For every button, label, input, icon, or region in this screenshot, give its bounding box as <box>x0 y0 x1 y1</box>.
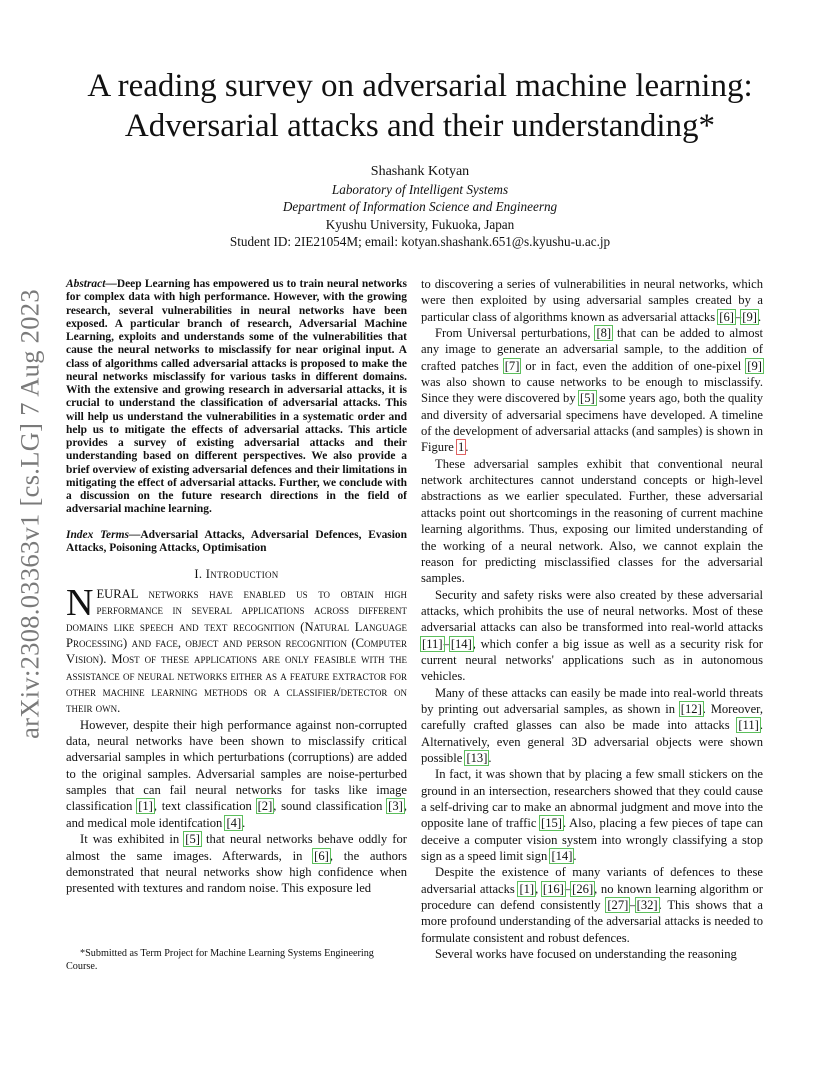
citation-link[interactable]: [9] <box>747 358 762 373</box>
citation-link[interactable]: [11] <box>738 718 759 733</box>
abstract <box>66 278 407 517</box>
author-affiliation-lab: Laboratory of Intelligent Systems <box>331 181 509 197</box>
title-line-2: Adversarial attacks and their understanding* <box>124 108 716 144</box>
right-paragraph-6: In fact, it was shown that by placing a few small stickers on the ground in an intersection, researchers showed that they could cause a self-driving car to make an abnormal judgment and move into the opposite lane of traffic [15]. Also, placing a few pieces of tape can deceive a computer vision system into wrongly classifying a stop sign as a speed limit sign [14]. <box>421 767 763 864</box>
author-name: Shashank Kotyan <box>370 164 470 179</box>
abstract-label: Abstract <box>66 278 106 290</box>
arxiv-identifier <box>8 288 52 740</box>
right-paragraph-7: Despite the existence of many variants of defences to these adversarial attacks [1], [16]–[26], no known learning algorithm or procedure can defend consistently [27]–[32]. This shows that a more profound understanding of the adversarial attacks is needed to formulate consistent and robust defences. <box>421 865 764 945</box>
index-terms-label: Index Terms <box>66 528 129 541</box>
right-paragraph-3: These adversarial samples exhibit that conventional neural network architectures cannot understand concepts or high-level abstractions as we earlier speculated. Further, these adversarial attacks point out shortcomings in the reasoning of current machine learning algorithms. Thus, exposing our limited understanding of the working of a neural network. Also, we cannot explain the reason for predicting misclassified classes for the adversarial samples. <box>421 456 763 586</box>
section-title: Introduction <box>205 567 279 581</box>
citation-link[interactable]: [4] <box>226 815 242 830</box>
arxiv-identifier-text: arXiv:2308.03363v1 [cs.LG] 7 Aug 2023 <box>14 289 45 739</box>
citation-link[interactable]: [5] <box>580 391 595 406</box>
footnote <box>66 948 407 973</box>
right-paragraph-2: From Universal perturbations, [8] that can be added to almost any image to generate an adversarial sample, to the addition of crafted patches [7] or in fact, even the addition of one-pixel [9] was also shown to cause networks to be enough to misclassify. Since they were discovered by [5] some years ago, both the quality and diversity of adversarial specimens have developed. A timeline of the development of adversarial attacks (and samples) is shown in Figure 1. <box>421 326 763 455</box>
citation-link[interactable]: [5] <box>185 832 200 847</box>
index-terms-text: —Adversarial Attacks, Adversarial Defences, Evasion Attacks, Poisoning Attacks, Optimisation <box>66 528 407 554</box>
citation-link[interactable]: [27] <box>607 898 629 913</box>
citation-link[interactable]: [11] <box>422 636 443 651</box>
right-column <box>421 276 763 962</box>
citation-link[interactable]: [26] <box>572 881 594 896</box>
citation-link[interactable]: [13] <box>466 750 488 765</box>
citation-link[interactable]: [9] <box>742 309 757 324</box>
citation-link[interactable]: [2] <box>257 799 273 814</box>
intro-paragraph-1: NEURAL networks have enabled us to obtain high performance in several applications across different domains like speech and text recognition (Natural Language Processing) and face, object and person recognition (Computer Vision). Most of these applications are only feasible with the assistance of neural networks either as a feature extractor for other machine learning methods or a classifier/detector on their own. <box>66 582 407 716</box>
left-column <box>66 278 407 897</box>
citation-link[interactable]: [8] <box>596 326 612 341</box>
paper-title <box>60 66 780 146</box>
drop-cap: N <box>66 582 94 624</box>
citation-link[interactable]: [7] <box>504 358 520 373</box>
citation-link[interactable]: [6] <box>314 848 329 863</box>
author-affiliation-univ: Kyushu University, Fukuoka, Japan <box>325 216 515 232</box>
author-block <box>100 163 740 251</box>
right-paragraph-5: Many of these attacks can easily be made into real-world threats by printing out adversarial samples, as shown in [12]. Moreover, carefully crafted glasses can also be made into attacks [11]. Alternatively, even general 3D adversarial objects were shown possible [13]. <box>421 685 763 765</box>
right-paragraph-4: Security and safety risks were also created by these adversarial attacks, which prohibits the use of neural networks. Most of these adversarial attacks can also be transformed into real-world attacks [11]–[14], which confer a big issue as well as a security risk for current neural networks' applications such as in autonomous vehicles. <box>421 587 763 684</box>
figure-reference-link[interactable]: 1 <box>458 440 465 455</box>
citation-link[interactable]: [14] <box>551 849 573 864</box>
citation-link[interactable]: [6] <box>719 309 734 324</box>
citation-link[interactable]: [12] <box>680 701 702 716</box>
right-paragraph-1: to discovering a series of vulnerabilities in neural networks, which were then exploited by using adversarial samples created by a particular class of algorithms known as adversarial attacks [6]–[9]. <box>421 277 763 324</box>
citation-link[interactable]: [32] <box>636 898 658 913</box>
abstract-text: —Deep Learning has empowered us to train neural networks for complex data with high performance. However, with the growing research, several vulnerabilities in neural networks have been exposed. A particular branch of research, Adversarial Machine Learning, exploits and understands some of the vulnerabilities that cause the neural networks to misclassify for near original input. A class of algorithms called adversarial attacks is proposed to make the neural networks misclassify for various tasks in different domains. With the extensive and growing research in adversarial attacks, it is crucial to understand the classification of adversarial attacks. This will help us understand the vulnerabilities in a systematic order and help us to mitigate the effects of adversarial attacks. This article provides a survey of existing adversarial attacks and their understanding based on different perspectives. We also provide a brief overview of existing adversarial defences and their limitations in mitigating the effect of adversarial attacks. Further, we conclude with a discussion on the future research directions in the field of adversarial machine learning. <box>66 278 407 516</box>
citation-link[interactable]: [15] <box>541 816 562 831</box>
citation-link[interactable]: [14] <box>450 636 472 651</box>
section-heading-introduction: I. Introduction <box>194 567 279 581</box>
citation-link[interactable]: [3] <box>388 799 403 814</box>
intro-paragraph-2: However, despite their high performance against non-corrupted data, neural networks have been shown to misclassify critical adversarial samples in which perturbations (corruptions) are added to the original samples. Adversarial samples are noise-perturbed samples that can fail neural networks for tasks like image classification [1], text classification [2], sound classification [3], and medical mole identifcation [4]. <box>66 717 408 830</box>
footnote-text: *Submitted as Term Project for Machine Learning Systems Engineering Course. <box>66 948 374 972</box>
author-affiliation-dept: Department of Information Science and Engineerng <box>282 199 558 214</box>
right-paragraph-8: Several works have focused on understanding the reasoning <box>435 947 737 962</box>
intro-paragraph-3: It was exhibited in [5] that neural networks behave oddly for almost the same images. Afterwards, in [6], the authors demonstrated that neural networks show high confidence when presented with textures and random noise. This exposure led <box>66 832 408 896</box>
title-line-1: A reading survey on adversarial machine learning: <box>87 68 753 104</box>
citation-link[interactable]: [16] <box>542 881 564 896</box>
author-contact: Student ID: 2IE21054M; email: kotyan.shashank.651@s.kyushu-u.ac.jp <box>229 234 611 249</box>
index-terms <box>66 529 407 556</box>
citation-link[interactable]: [1] <box>519 881 535 896</box>
citation-link[interactable]: [1] <box>138 799 153 814</box>
